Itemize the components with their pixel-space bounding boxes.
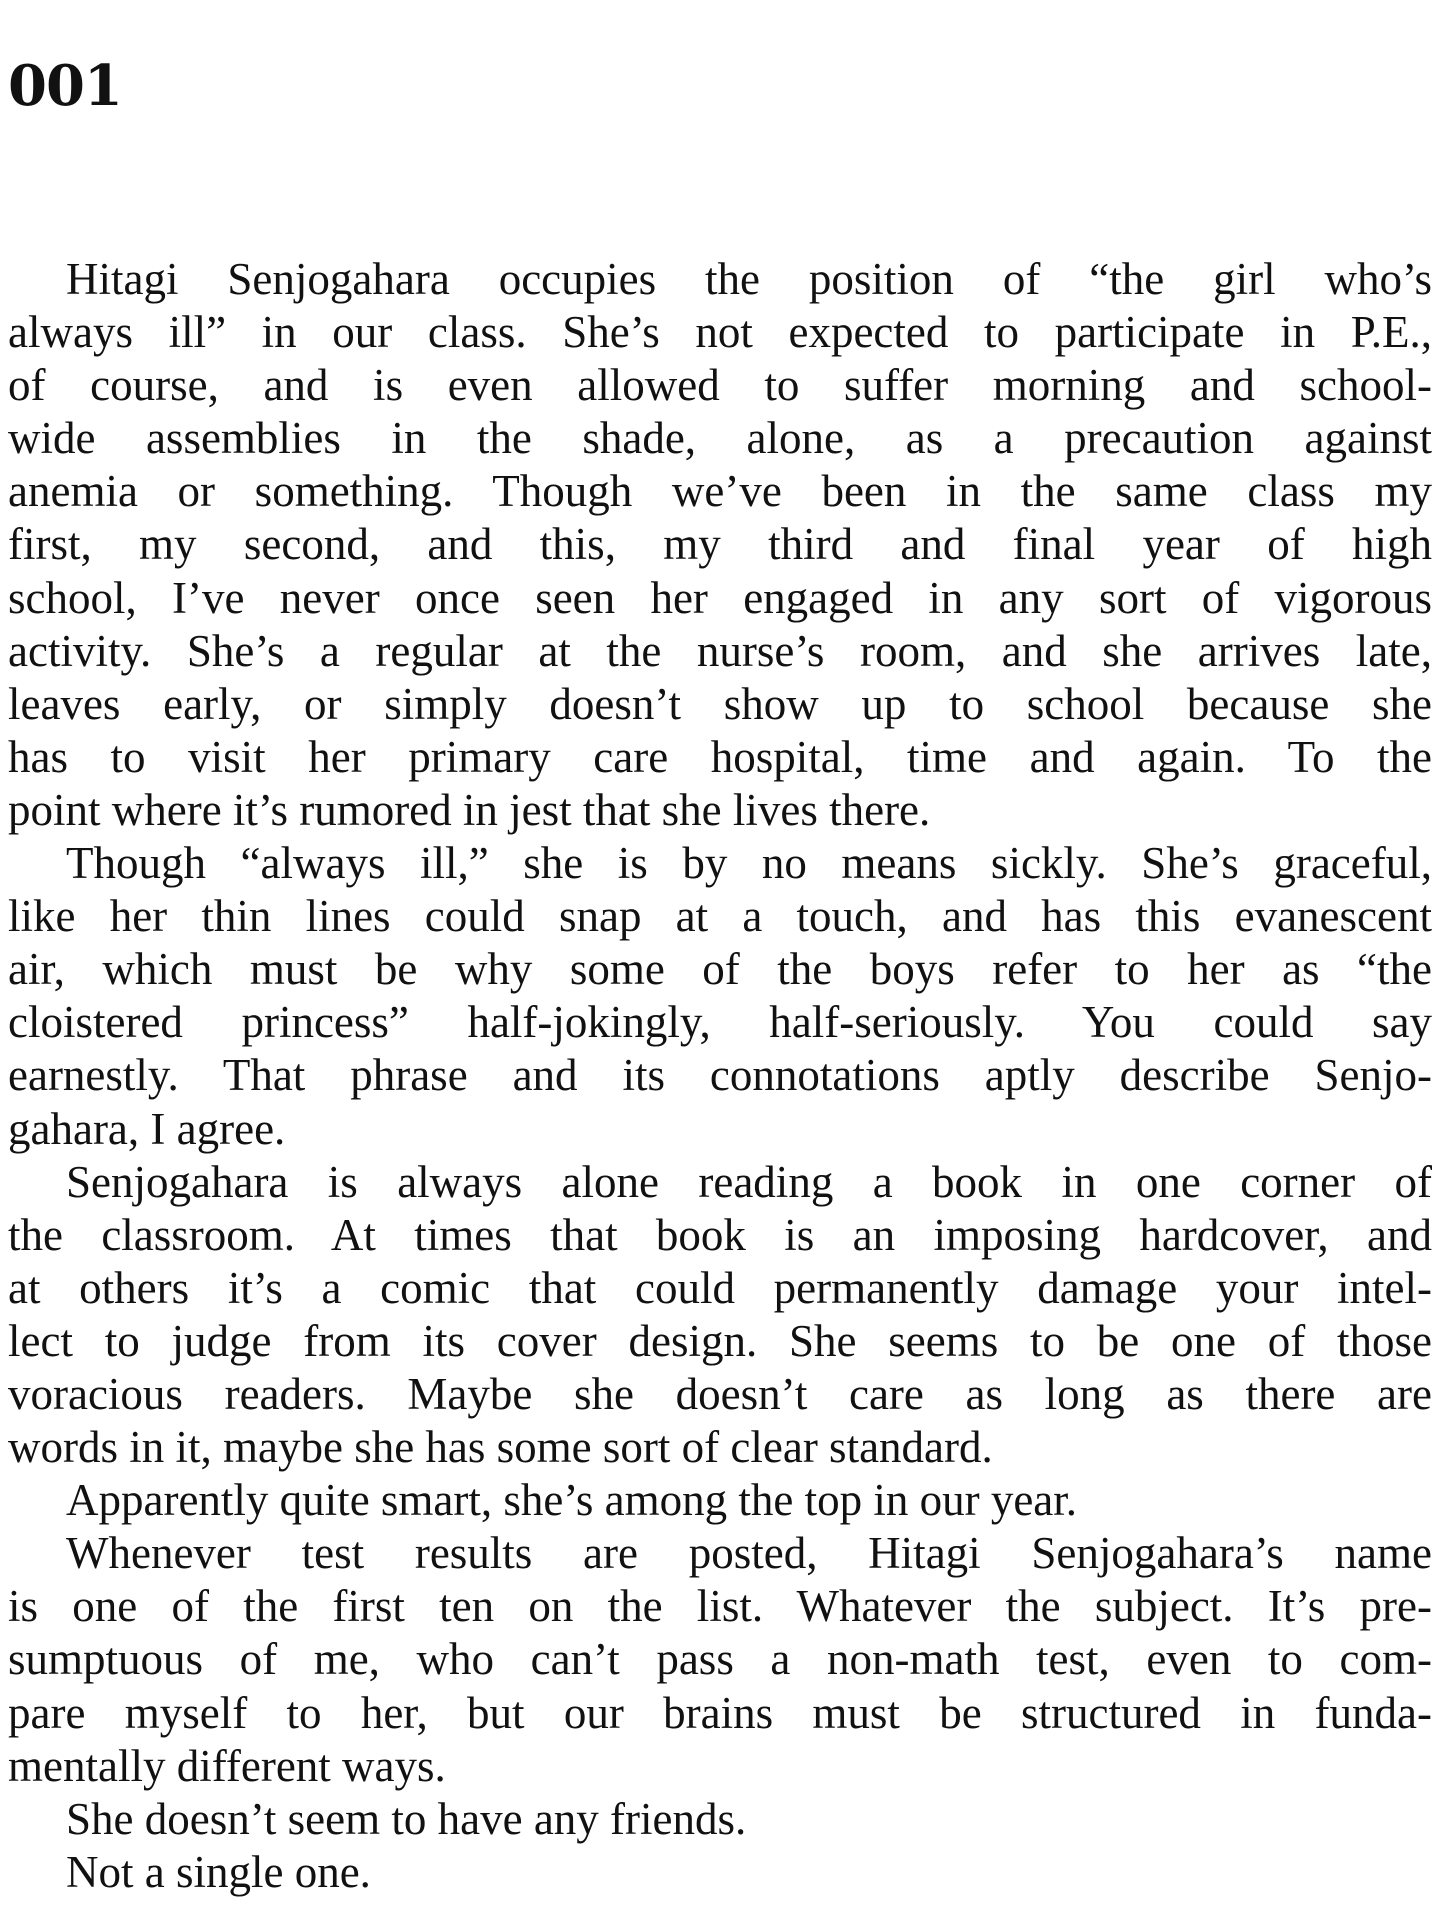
text-line: Senjogahara is always alone reading a book in one corner of: [66, 1156, 1432, 1207]
text-line: cloistered princess” half-jokingly, half-seriously. You could say: [8, 997, 1432, 1048]
text-line: earnestly. That phrase and its connotations aptly describe Senjo-: [8, 1050, 1432, 1101]
text-line: mentally different ways.: [8, 1740, 446, 1791]
text-line: the classroom. At times that book is an imposing hardcover, and: [8, 1209, 1432, 1260]
text-line: lect to judge from its cover design. She seems to be one of those: [8, 1315, 1432, 1366]
text-line: of course, and is even allowed to suffer morning and school-: [8, 360, 1432, 411]
text-line: at others it’s a comic that could permanently damage your intel-: [8, 1262, 1432, 1313]
text-line: voracious readers. Maybe she doesn’t care as long as there are: [8, 1368, 1432, 1419]
text-line: wide assemblies in the shade, alone, as a precaution against: [8, 413, 1432, 464]
text-line: school, I’ve never once seen her engaged in any sort of vigorous: [8, 572, 1432, 623]
text-line: leaves early, or simply doesn’t show up to school because she: [8, 678, 1432, 729]
text-line: always ill” in our class. She’s not expected to participate in P.E.,: [8, 307, 1432, 358]
text-line: Apparently quite smart, she’s among the top in our year.: [66, 1475, 1078, 1526]
text-line: She doesn’t seem to have any friends.: [66, 1793, 747, 1844]
text-line: Not a single one.: [66, 1846, 371, 1897]
text-line: air, which must be why some of the boys refer to her as “the: [8, 944, 1432, 995]
chapter-body-text: [8, 253, 1432, 1899]
text-line: point where it’s rumored in jest that she lives there.: [8, 784, 931, 835]
text-line: is one of the first ten on the list. Whatever the subject. It’s pre-: [8, 1581, 1432, 1632]
text-line: activity. She’s a regular at the nurse’s room, and she arrives late,: [8, 625, 1432, 676]
text-line: gahara, I agree.: [8, 1103, 286, 1154]
text-line: Though “always ill,” she is by no means sickly. She’s graceful,: [66, 838, 1432, 889]
text-line: has to visit her primary care hospital, time and again. To the: [8, 731, 1432, 782]
text-line: pare myself to her, but our brains must be structured in funda-: [8, 1687, 1432, 1738]
text-line: Hitagi Senjogahara occupies the position of “the girl who’s: [66, 254, 1432, 304]
text-line: words in it, maybe she has some sort of clear standard.: [8, 1422, 993, 1473]
text-line: first, my second, and this, my third and final year of high: [8, 519, 1432, 570]
text-line: sumptuous of me, who can’t pass a non-math test, even to com-: [8, 1634, 1432, 1685]
text-line: like her thin lines could snap at a touch, and has this evanescent: [8, 891, 1432, 942]
chapter-number: 001: [8, 53, 122, 119]
text-line: anemia or something. Though we’ve been in the same class my: [8, 466, 1432, 517]
text-line: Whenever test results are posted, Hitagi Senjogahara’s name: [66, 1528, 1432, 1579]
